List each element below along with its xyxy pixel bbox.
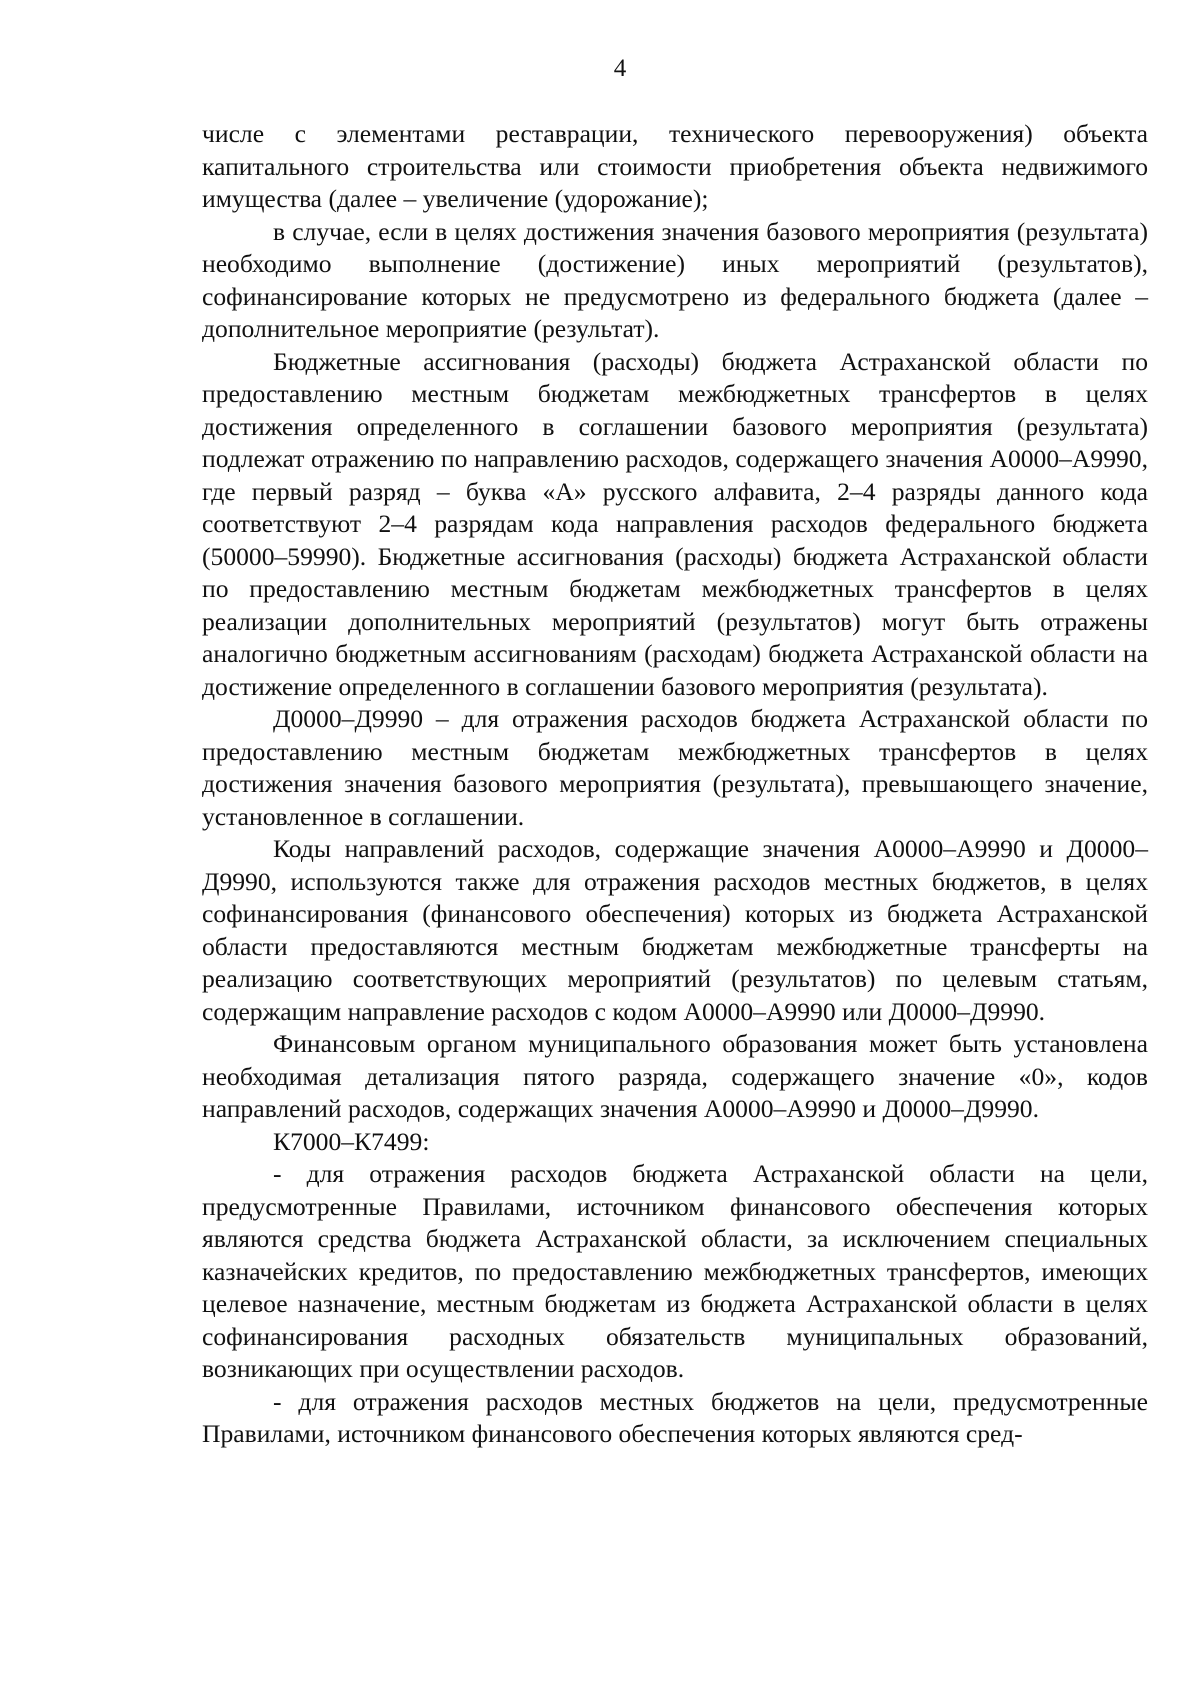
paragraph-budget-allocations: Бюджетные ассигнования (расходы) бюджета Астраханской области по предоставлению местным бюджетам межбюджетных трансфертов в целях достижения определенного в соглашении базового мероприятия (результата) подлежат отражению по направлению расходов, содержащего значения А0000–А9990, где первый разряд – буква «А» русского алфавита, 2–4 разряды данного кода соответствуют 2–4 разрядам кода направления расходов федерального бюджета (50000–59990). Бюджетные ассигнования (расходы) бюджета Астраханской области по предоставлению местным бюджетам межбюджетных трансфертов в целях реализации дополнительных мероприятий (результатов) могут быть отражены аналогично бюджетным ассигнованиям (расходам) бюджета Астраханской области на достижение определенного в соглашении базового мероприятия (результата). xyxy=(202,346,1148,701)
paragraph-d-codes: Д0000–Д9990 – для отражения расходов бюджета Астраханской области по предоставлению местным бюджетам межбюджетных трансфертов в целях достижения значения базового мероприятия (результата), превышающего значение, установленное в соглашении. xyxy=(202,704,1148,831)
paragraph-list-item-regional: - для отражения расходов бюджета Астраханской области на цели, предусмотренные Правилами, источником финансового обеспечения которых являются средства бюджета Астраханской области, за исключением специальных казначейских кредитов, по предоставлению межбюджетных трансфертов, имеющих целевое назначение, местным бюджетам из бюджета Астраханской области в целях софинансирования расходных обязательств муниципальных образований, возникающих при осуществлении расходов. xyxy=(202,1159,1148,1383)
document-body xyxy=(202,118,1148,1451)
paragraph-k-codes-heading: К7000–К7499: xyxy=(273,1126,430,1156)
paragraph-continuation: числе с элементами реставрации, технического перевооружения) объекта капитального строительства или стоимости приобретения объекта недвижимого имущества (далее – увеличение (удорожание); xyxy=(202,119,1148,213)
paragraph-additional-measure: в случае, если в целях достижения значения базового мероприятия (результата) необходимо выполнение (достижение) иных мероприятий (результатов), софинансирование которых не предусмотрено из федерального бюджета (далее – дополнительное мероприятие (результат). xyxy=(202,216,1148,343)
paragraph-list-item-local: - для отражения расходов местных бюджетов на цели, предусмотренные Правилами, источником финансового обеспечения которых являются сред- xyxy=(202,1386,1148,1448)
page-number: 4 xyxy=(613,55,627,82)
paragraph-municipal-detail: Финансовым органом муниципального образования может быть установлена необходимая детализация пятого разряда, содержащего значение «0», кодов направлений расходов, содержащих значения А0000–А9990 и Д0000–Д9990. xyxy=(202,1029,1148,1123)
paragraph-expense-codes: Коды направлений расходов, содержащие значения А0000–А9990 и Д0000–Д9990, используются также для отражения расходов местных бюджетов, в целях софинансирования (финансового обеспечения) которых из бюджета Астраханской области предоставляются местным бюджетам межбюджетные трансферты на реализацию соответствующих мероприятий (результатов) по целевым статьям, содержащим направление расходов с кодом А0000–А9990 или Д0000–Д9990. xyxy=(202,834,1148,1026)
